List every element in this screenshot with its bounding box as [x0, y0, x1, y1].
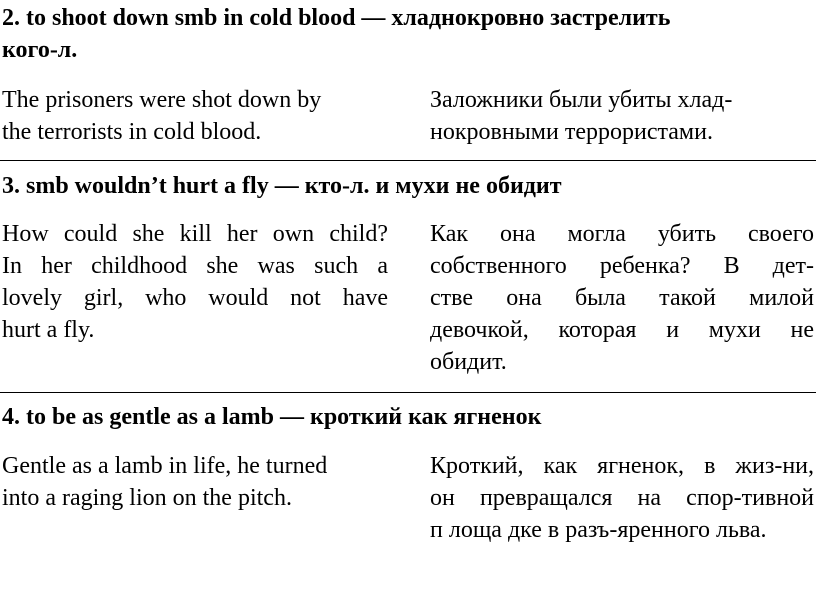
entry-2-russian-translation	[430, 84, 814, 148]
entry-4-en-line: Gentle as a lamb in life, he turned	[2, 453, 328, 479]
entry-3-russian-translation	[430, 218, 814, 378]
entry-4-ru-line: он превращался на спор-тивной	[430, 485, 814, 511]
entry-4-ru-line: п лоща дке в разъ-яренного льва.	[430, 517, 767, 543]
entry-3-en-line: lovely girl, who would not have	[2, 285, 388, 311]
entry-2-ru-line: Заложники были убиты хлад-	[430, 87, 733, 113]
entry-2-heading-line-2: кого-л.	[2, 37, 78, 63]
entry-3-ru-line: стве она была такой милой	[430, 285, 814, 311]
divider	[0, 160, 816, 161]
entry-2-heading-line-1: 2. to shoot down smb in cold blood — хладнокровно застрелить	[2, 5, 671, 31]
entry-4-russian-translation	[430, 450, 814, 546]
entry-3-en-line: In her childhood she was such a	[2, 253, 388, 279]
entry-3-ru-line: собственного ребенка? В дет-	[430, 253, 814, 279]
entry-3-heading: 3. smb wouldn’t hurt a fly — кто-л. и мухи не обидит	[2, 173, 562, 199]
entry-3-en-line: How could she kill her own child?	[2, 221, 388, 247]
entry-4-ru-line: Кроткий, как ягненок, в жиз-ни,	[430, 453, 814, 479]
entry-2-english-example	[2, 84, 388, 148]
entry-4-en-line: into a raging lion on the pitch.	[2, 485, 292, 511]
entry-3-en-line: hurt a fly.	[2, 317, 95, 343]
entry-2-ru-line: нокровными террористами.	[430, 119, 713, 145]
entry-2-en-line: the terrorists in cold blood.	[2, 119, 262, 145]
entry-4-heading: 4. to be as gentle as a lamb — кроткий как ягненок	[2, 404, 542, 430]
entry-3-english-example	[2, 218, 388, 346]
entry-3-ru-line: Как она могла убить своего	[430, 221, 814, 247]
divider	[0, 392, 816, 393]
entry-3-ru-line: обидит.	[430, 349, 507, 375]
entry-2-heading	[2, 2, 812, 66]
entry-2-en-line: The prisoners were shot down by	[2, 87, 322, 113]
entry-4-english-example	[2, 450, 388, 514]
entry-3-ru-line: девочкой, которая и мухи не	[430, 317, 814, 343]
